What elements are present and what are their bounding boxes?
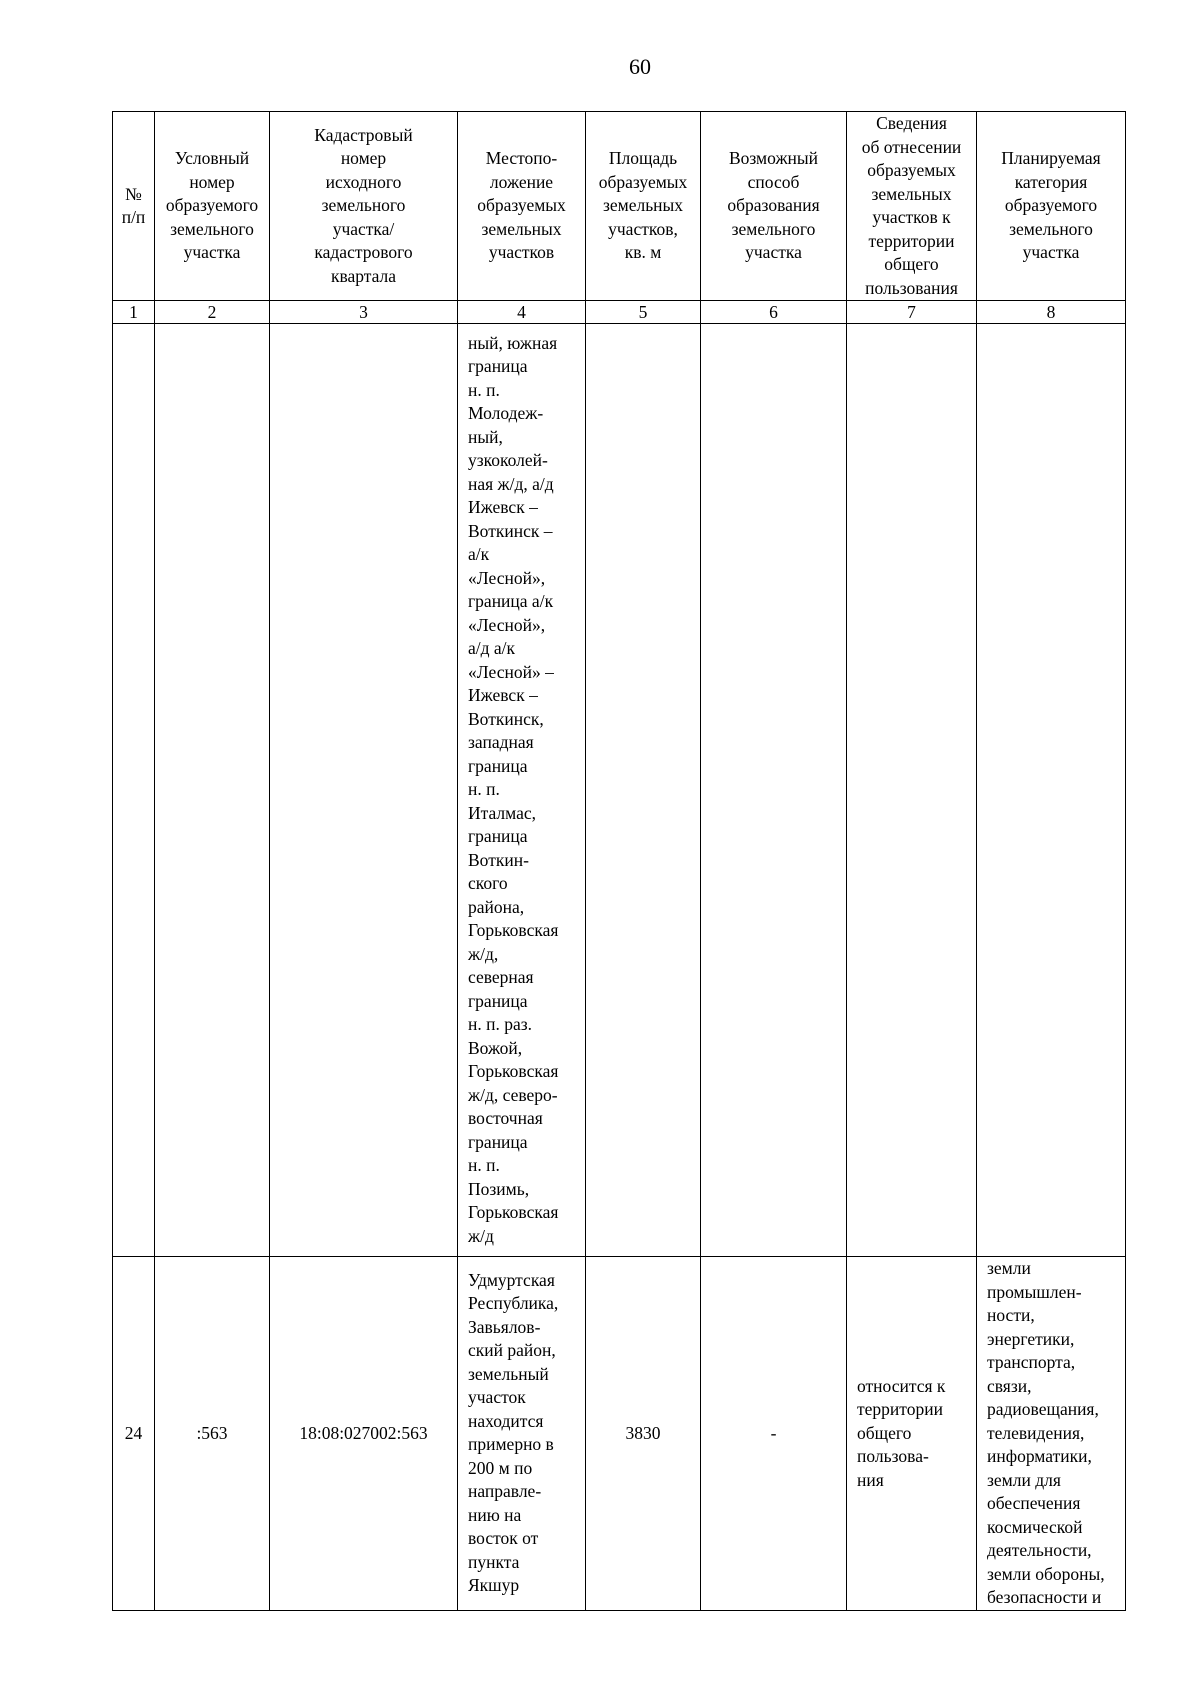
header-col-7 (847, 112, 977, 301)
text-line: участка (745, 242, 802, 263)
text-line: пользова- (857, 1446, 929, 1466)
text-line: кадастрового (314, 242, 413, 263)
area: 3830 (586, 1257, 701, 1611)
text-line: примерно в (468, 1434, 554, 1455)
text-line: земельный (468, 1363, 549, 1384)
text-line: граница (468, 826, 528, 847)
text-line: территории (857, 1399, 943, 1419)
text-line: ный, (468, 426, 503, 447)
text-line: образуемого (1004, 195, 1098, 216)
cell-empty (113, 324, 155, 1257)
text-line: номер (340, 148, 387, 169)
text-line: земельных (481, 218, 562, 239)
text-line: Ижевск – (468, 497, 538, 518)
text-line: Якшур (468, 1575, 520, 1596)
text-line: граница (468, 990, 528, 1011)
text-line: ский район, (468, 1340, 556, 1361)
cell-empty (270, 324, 458, 1257)
text-line: ная ж/д, а/д (468, 473, 554, 494)
text-line: способ (747, 171, 800, 192)
header-col-6 (701, 112, 847, 301)
text-line: исходного (325, 171, 402, 192)
text-line: участок (468, 1387, 526, 1408)
text-line: Горьковская (468, 920, 559, 941)
text-line: земли обороны, (987, 1563, 1105, 1584)
text-line: Площадь (608, 148, 678, 169)
text-line: нию на (468, 1504, 522, 1525)
text-line: номер (189, 171, 235, 192)
text-line: а/д а/к (468, 638, 516, 659)
header-col-8 (977, 112, 1126, 301)
text-line: н. п. раз. (468, 1014, 533, 1035)
text-line: земельного (170, 218, 254, 239)
text-line: направле- (468, 1481, 542, 1502)
header-row (113, 112, 1126, 301)
location (458, 1257, 586, 1611)
text-line: восток от (468, 1528, 539, 1549)
text-line: Сведения (876, 113, 947, 133)
public-use-info (847, 1257, 977, 1611)
text-line: радиовещания, (987, 1399, 1099, 1419)
text-line: н. п. (468, 779, 500, 800)
land-category (977, 1257, 1126, 1611)
text-line: 200 м по (468, 1457, 533, 1478)
text-line: информатики, (987, 1446, 1092, 1466)
cell-empty (847, 324, 977, 1257)
text-line: Удмуртская (468, 1269, 555, 1290)
text-line: образуемых (867, 160, 956, 180)
column-number-4: 4 (458, 301, 586, 324)
text-line: Воткин- (468, 849, 529, 870)
header-col-3 (270, 112, 458, 301)
text-line: н. п. (468, 1155, 500, 1176)
text-line: образования (727, 195, 820, 216)
text-line: Воткинск, (468, 708, 544, 729)
text-line: пункта (468, 1551, 520, 1572)
location-continuation (458, 324, 586, 1257)
cadastral-number: 18:08:027002:563 (270, 1257, 458, 1611)
text-line: категория (1014, 171, 1088, 192)
text-line: «Лесной», (468, 567, 546, 588)
text-line: земельного (1009, 218, 1093, 239)
column-number-3: 3 (270, 301, 458, 324)
column-number-1: 1 (113, 301, 155, 324)
conditional-number: :563 (155, 1257, 270, 1611)
text-line: деятельности, (987, 1540, 1092, 1560)
text-line: северная (468, 967, 534, 988)
text-line: граница (468, 1131, 528, 1152)
text-line: «Лесной» – (468, 661, 554, 682)
text-line: общего (884, 254, 939, 274)
text-line: узкоколей- (468, 450, 548, 471)
text-line: земельного (731, 218, 816, 239)
text-line: Позимь, (468, 1178, 530, 1199)
formation-method: - (701, 1257, 847, 1611)
cell-empty (586, 324, 701, 1257)
text-line: а/к (468, 544, 490, 565)
text-line: участков, (608, 218, 678, 239)
text-line: об отнесении (861, 136, 962, 157)
cell-empty (701, 324, 847, 1257)
text-line: п/п (121, 207, 146, 227)
text-line: участков к (872, 207, 951, 227)
cell-empty (977, 324, 1126, 1257)
text-line: образуемых (598, 171, 688, 192)
text-line: граница (468, 356, 528, 377)
text-line: Кадастровый (314, 124, 413, 145)
text-line: находится (468, 1410, 544, 1431)
text-line: земельных (602, 195, 684, 216)
column-number-2: 2 (155, 301, 270, 324)
cell-empty (155, 324, 270, 1257)
text-line: земельного (321, 195, 406, 216)
text-line: участка/ (332, 218, 395, 239)
text-line: телевидения, (987, 1422, 1085, 1443)
text-line: обеспечения (987, 1493, 1081, 1513)
text-line: граница (468, 755, 528, 776)
table-row (113, 1257, 1126, 1611)
text-line: Ижевск – (468, 685, 538, 706)
text-line: земли (987, 1258, 1031, 1278)
text-line: Возможный (728, 148, 819, 169)
text-line: образуемых (477, 195, 566, 216)
text-line: ж/д, (468, 943, 499, 964)
text-line: ж/д, северо- (468, 1084, 558, 1105)
text-line: района, (468, 896, 525, 917)
text-line: «Лесной», (468, 614, 546, 635)
text-line: Молодеж- (468, 403, 544, 424)
column-number-row (113, 301, 1126, 324)
text-line: ный, южная (468, 332, 558, 353)
text-line: ского (468, 873, 508, 894)
text-line: № (125, 183, 142, 204)
header-col-2 (155, 112, 270, 301)
column-number-6: 6 (701, 301, 847, 324)
column-number-7: 7 (847, 301, 977, 324)
text-line: квартала (330, 265, 397, 286)
text-line: энергетики, (987, 1328, 1075, 1349)
text-line: Италмас, (468, 802, 537, 823)
text-line: ж/д (468, 1225, 494, 1246)
text-line: граница а/к (468, 591, 554, 612)
text-line: связи, (987, 1375, 1032, 1396)
header-col-5 (586, 112, 701, 301)
text-line: Республика, (468, 1293, 559, 1314)
text-line: Условный (174, 148, 250, 169)
text-line: пользования (865, 277, 958, 298)
text-line: общего (857, 1422, 912, 1443)
text-line: Горьковская (468, 1202, 559, 1223)
text-line: Вожой, (468, 1037, 523, 1058)
text-line: образуемого (165, 195, 259, 216)
text-line: промышлен- (987, 1281, 1082, 1302)
text-line: восточная (468, 1108, 543, 1129)
row-number: 24 (113, 1257, 155, 1611)
text-line: земли для (987, 1469, 1061, 1490)
land-plots-table (112, 111, 1126, 1611)
text-line: космической (987, 1516, 1083, 1537)
text-line: участка (1022, 242, 1080, 263)
header-col-1 (113, 112, 155, 301)
text-line: ния (857, 1469, 884, 1490)
text-line: Планируемая (1001, 148, 1101, 169)
text-line: участка (183, 242, 241, 263)
column-number-5: 5 (586, 301, 701, 324)
text-line: ложение (489, 171, 554, 192)
text-line: н. п. (468, 379, 500, 400)
text-line: территории (868, 230, 955, 251)
column-number-8: 8 (977, 301, 1126, 324)
text-line: транспорта, (987, 1352, 1076, 1372)
text-line: относится к (857, 1375, 946, 1396)
text-line: безопасности и (987, 1587, 1102, 1607)
table-row-continuation (113, 324, 1126, 1257)
page-number: 60 (629, 54, 651, 79)
text-line: земельных (871, 183, 952, 204)
text-line: ности, (987, 1305, 1035, 1325)
text-line: Завьялов- (468, 1316, 541, 1337)
header-col-4 (458, 112, 586, 301)
text-line: Горьковская (468, 1061, 559, 1082)
text-line: Местопо- (485, 148, 558, 169)
text-line: западная (468, 732, 534, 753)
text-line: участков (488, 242, 555, 263)
text-line: кв. м (624, 242, 662, 263)
text-line: Воткинск – (468, 520, 553, 541)
